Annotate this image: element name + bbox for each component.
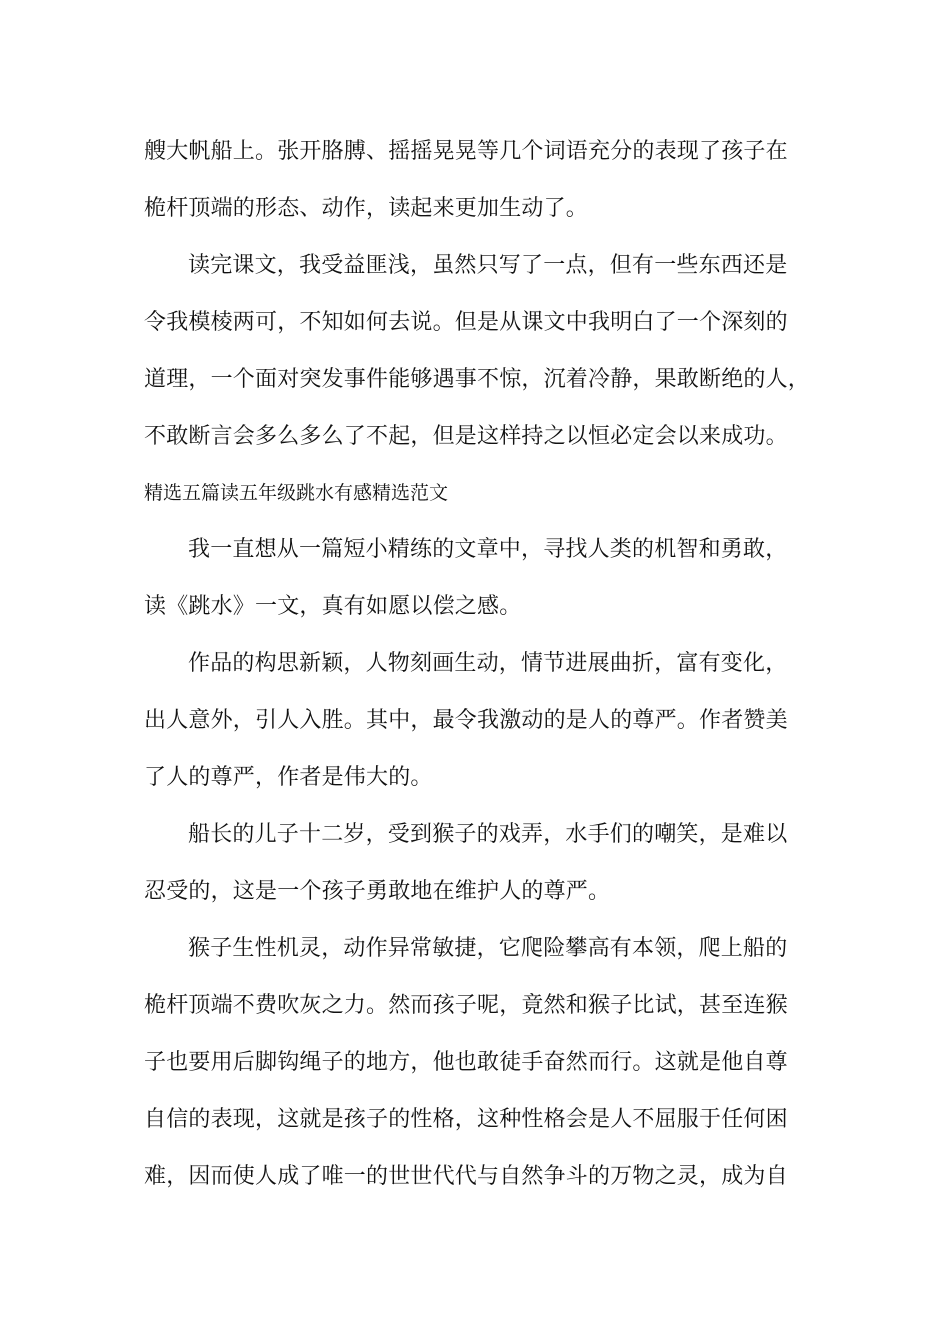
text-line-12: 了人的尊严，作者是伟大的。 — [144, 765, 433, 790]
text-line-17: 子也要用后脚钩绳子的地方，他也敢徒手奋然而行。这就是他自尊 — [144, 1050, 788, 1075]
text-line-9: 读《跳水》一文，真有如愿以偿之感。 — [144, 594, 522, 619]
text-line-2: 桅杆顶端的形态、动作，读起来更加生动了。 — [144, 196, 589, 221]
text-line-1: 艘大帆船上。张开胳膊、摇摇晃晃等几个词语充分的表现了孩子在 — [144, 139, 788, 164]
text-line-4: 令我模棱两可，不知如何去说。但是从课文中我明白了一个深刻的 — [144, 310, 788, 335]
paragraph-start-line-15: 猴子生性机灵，动作异常敏捷，它爬险攀高有本领，爬上船的 — [188, 936, 788, 961]
paragraph-start-line-3: 读完课文，我受益匪浅，虽然只写了一点，但有一些东西还是 — [188, 253, 788, 278]
text-line-6: 不敢断言会多么多么了不起，但是这样持之以恒必定会以来成功。 — [144, 424, 788, 449]
text-line-19: 难，因而使人成了唯一的世世代代与自然争斗的万物之灵，成为自 — [144, 1164, 788, 1189]
paragraph-start-line-13: 船长的儿子十二岁，受到猴子的戏弄，水手们的嘲笑，是难以 — [188, 822, 788, 847]
paragraph-start-line-8: 我一直想从一篇短小精练的文章中，寻找人类的机智和勇敢， — [188, 537, 788, 562]
text-line-16: 桅杆顶端不费吹灰之力。然而孩子呢，竟然和猴子比试，甚至连猴 — [144, 993, 788, 1018]
section-heading: 精选五篇读五年级跳水有感精选范文 — [144, 482, 449, 504]
text-line-14: 忍受的，这是一个孩子勇敢地在维护人的尊严。 — [144, 879, 611, 904]
text-line-5: 道理，一个面对突发事件能够遇事不惊，沉着冷静，果敢断绝的人， — [144, 367, 811, 392]
paragraph-start-line-10: 作品的构思新颖，人物刻画生动，情节进展曲折，富有变化， — [188, 651, 788, 676]
text-line-18: 自信的表现，这就是孩子的性格，这种性格会是人不屈服于任何困 — [144, 1107, 788, 1132]
text-line-11: 出人意外，引人入胜。其中，最令我激动的是人的尊严。作者赞美 — [144, 708, 788, 733]
